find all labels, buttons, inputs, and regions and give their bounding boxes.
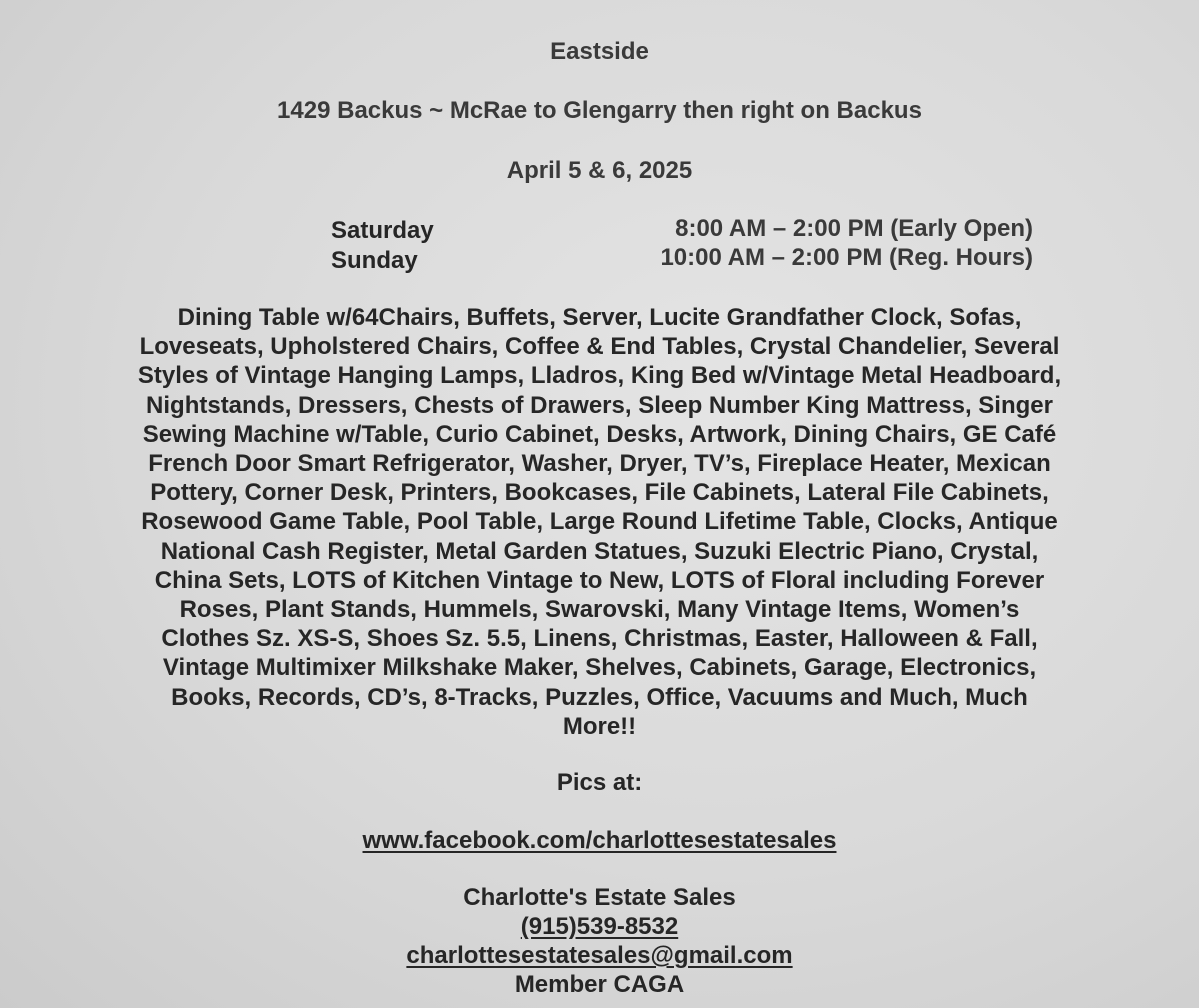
- items-line: More!!: [562, 712, 637, 740]
- phone-link[interactable]: (915)539-8532: [520, 913, 679, 940]
- address: 1429 Backus ~ McRae to Glengarry then right on Backus: [277, 97, 922, 124]
- items-line: Dining Table w/64Chairs, Buffets, Server, Lucite Grandfather Clock, Sofas,: [177, 304, 1022, 331]
- schedule-day-sunday: Sunday: [331, 247, 418, 274]
- heading: Eastside: [550, 38, 649, 65]
- schedule-hours-sunday: 10:00 AM – 2:00 PM (Reg. Hours): [660, 244, 1033, 271]
- items-line: French Door Smart Refrigerator, Washer, Dryer, TV’s, Fireplace Heater, Mexican: [148, 450, 1051, 478]
- items-line: Clothes Sz. XS-S, Shoes Sz. 5.5, Linens, Christmas, Easter, Halloween & Fall,: [161, 625, 1038, 653]
- items-line: Vintage Multimixer Milkshake Maker, Shelves, Cabinets, Garage, Electronics,: [162, 654, 1037, 682]
- sale-dates: April 5 & 6, 2025: [506, 157, 693, 184]
- items-line: Nightstands, Dressers, Chests of Drawers, Sleep Number King Mattress, Singer: [146, 391, 1053, 419]
- items-line: Books, Records, CD’s, 8-Tracks, Puzzles, Office, Vacuums and Much, Much: [171, 683, 1028, 711]
- items-line: China Sets, LOTS of Kitchen Vintage to New, LOTS of Floral including Forever: [154, 566, 1045, 594]
- pics-label: Pics at:: [556, 769, 643, 796]
- items-line: Sewing Machine w/Table, Curio Cabinet, Desks, Artwork, Dining Chairs, GE Café: [142, 420, 1057, 448]
- membership: Member CAGA: [514, 971, 685, 998]
- items-line: Styles of Vintage Hanging Lamps, Lladros, King Bed w/Vintage Metal Headboard,: [137, 362, 1062, 390]
- schedule-day-saturday: Saturday: [331, 217, 434, 244]
- company-name: Charlotte's Estate Sales: [463, 884, 736, 911]
- items-line: Loveseats, Upholstered Chairs, Coffee & End Tables, Crystal Chandelier, Several: [139, 333, 1060, 361]
- items-line: Pottery, Corner Desk, Printers, Bookcases, File Cabinets, Lateral File Cabinets,: [150, 479, 1049, 507]
- email-link[interactable]: charlottesestatesales@gmail.com: [406, 942, 793, 969]
- items-line: Rosewood Game Table, Pool Table, Large Round Lifetime Table, Clocks, Antique: [141, 508, 1058, 536]
- items-list: [0, 303, 1199, 741]
- items-line: National Cash Register, Metal Garden Statues, Suzuki Electric Piano, Crystal,: [160, 537, 1039, 565]
- items-line: Roses, Plant Stands, Hummels, Swarovski, Many Vintage Items, Women’s: [179, 596, 1020, 624]
- schedule-hours-saturday: 8:00 AM – 2:00 PM (Early Open): [675, 215, 1033, 242]
- facebook-link[interactable]: www.facebook.com/charlottesestatesales: [362, 827, 837, 854]
